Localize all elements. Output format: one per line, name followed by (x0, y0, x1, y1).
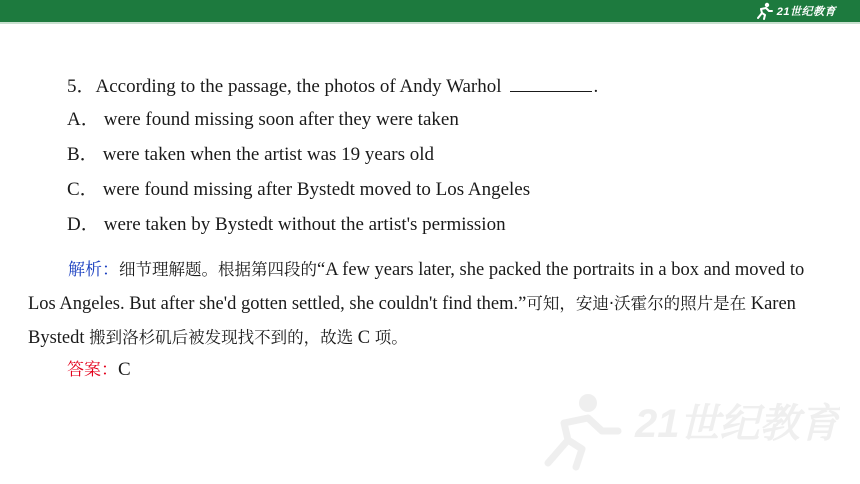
answer-label: 答案： (67, 360, 118, 380)
analysis-quote: “A few years later, she packed the portraits in a box and moved to Los Angeles. But after she'd gotten settled, she couldn't find them.” (28, 260, 805, 314)
analysis-label: 解析： (68, 260, 119, 280)
question-stem (67, 73, 598, 99)
question-end-punct: . (593, 76, 599, 97)
option-text: were found missing after Bystedt moved to Los Angeles (102, 179, 531, 200)
question-number: 5． (67, 76, 96, 97)
option-a (67, 108, 459, 132)
option-text: were taken by Bystedt without the artist's permission (103, 214, 506, 235)
logo-text: 21世纪教育 (776, 6, 836, 18)
analysis-conclusion-3: 项。 (374, 328, 408, 347)
answer-blank (510, 73, 592, 92)
svg-text:21世纪教育: 21世纪教育 (635, 402, 840, 446)
option-c (67, 178, 530, 202)
answer-value: C (118, 359, 131, 380)
option-letter: C． (67, 179, 99, 200)
brand-logo (754, 1, 836, 21)
option-letter: D． (67, 214, 100, 235)
option-text: were taken when the artist was 19 years old (102, 144, 435, 165)
answer-line (67, 356, 131, 384)
runner-logo-icon (754, 1, 774, 21)
option-b (67, 143, 434, 167)
option-d (67, 213, 506, 237)
analysis-choice: C (353, 328, 375, 348)
header-divider (0, 22, 860, 24)
analysis-conclusion-2: 搬到洛杉矶后被发现找不到的，故选 (89, 328, 354, 347)
question-text: According to the passage, the photos of Andy Warhol (95, 76, 502, 97)
option-letter: A． (67, 109, 100, 130)
analysis-paragraph (28, 253, 836, 355)
analysis-intro: 细节理解题。根据第四段的 (119, 260, 317, 279)
header-bar (0, 0, 860, 22)
watermark-logo-icon (540, 385, 840, 475)
option-letter: B． (67, 144, 99, 165)
analysis-name: Karen Bystedt (28, 294, 796, 348)
analysis-conclusion-1: 可知，安迪·沃霍尔的照片是在 (526, 294, 747, 313)
option-text: were found missing soon after they were taken (103, 109, 459, 130)
